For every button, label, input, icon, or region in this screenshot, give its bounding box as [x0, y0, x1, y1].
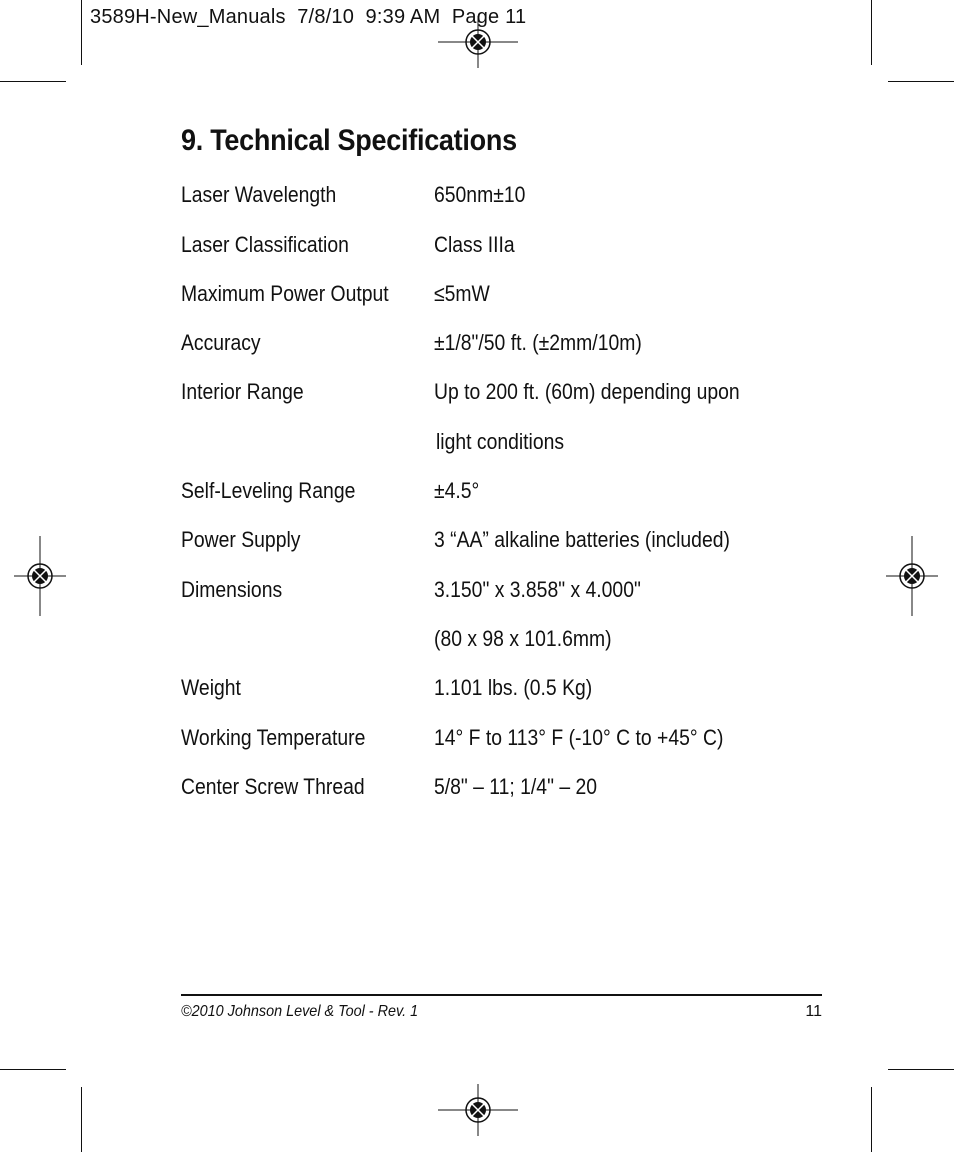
spec-value: ±4.5° — [434, 478, 480, 503]
registration-mark-right-icon — [886, 536, 938, 616]
footer-copyright: ©2010 Johnson Level & Tool - Rev. 1 — [181, 1003, 419, 1020]
spec-label: Dimensions — [181, 577, 283, 602]
spec-label: Self-Leveling Range — [181, 478, 356, 503]
spec-label: Working Temperature — [181, 725, 366, 750]
page-number: 11 — [805, 1003, 822, 1020]
spec-value-continuation: light conditions — [436, 429, 565, 454]
spec-value: Up to 200 ft. (60m) depending upon — [434, 379, 740, 404]
spec-value: 14° F to 113° F (-10° C to +45° C) — [434, 725, 724, 750]
crop-mark-top-right-horizontal — [888, 81, 954, 82]
section-title: 9. Technical Specifications — [181, 124, 517, 157]
spec-label: Interior Range — [181, 379, 304, 404]
spec-value: Class IIIa — [434, 232, 515, 257]
crop-mark-top-left-horizontal — [0, 81, 66, 82]
print-slug-line: 3589H-New_Manuals 7/8/10 9:39 AM Page 11 — [90, 6, 527, 28]
spec-value-continuation: (80 x 98 x 101.6mm) — [434, 626, 612, 651]
spec-label: Laser Wavelength — [181, 182, 337, 207]
crop-mark-bottom-left-vertical — [81, 1087, 82, 1152]
spec-label: Maximum Power Output — [181, 281, 389, 306]
footer-divider — [181, 994, 822, 996]
crop-mark-bottom-right-horizontal — [888, 1069, 954, 1070]
spec-value: 3 “AA” alkaline batteries (included) — [434, 527, 730, 552]
spec-value: 650nm±10 — [434, 182, 526, 207]
spec-label: Center Screw Thread — [181, 774, 365, 799]
crop-mark-top-left-vertical — [81, 0, 82, 65]
spec-value: ≤5mW — [434, 281, 490, 306]
spec-label: Accuracy — [181, 330, 261, 355]
spec-label: Laser Classification — [181, 232, 349, 257]
spec-value: ±1/8"/50 ft. (±2mm/10m) — [434, 330, 642, 355]
crop-mark-bottom-right-vertical — [871, 1087, 872, 1152]
crop-mark-top-right-vertical — [871, 0, 872, 65]
crop-mark-bottom-left-horizontal — [0, 1069, 66, 1070]
spec-label: Weight — [181, 675, 241, 700]
spec-value: 3.150" x 3.858" x 4.000" — [434, 577, 641, 602]
spec-label: Power Supply — [181, 527, 301, 552]
spec-value: 1.101 lbs. (0.5 Kg) — [434, 675, 593, 700]
spec-value: 5/8" – 11; 1/4" – 20 — [434, 774, 598, 799]
registration-mark-bottom-icon — [438, 1084, 518, 1136]
registration-mark-top-icon — [438, 16, 518, 68]
registration-mark-left-icon — [14, 536, 66, 616]
